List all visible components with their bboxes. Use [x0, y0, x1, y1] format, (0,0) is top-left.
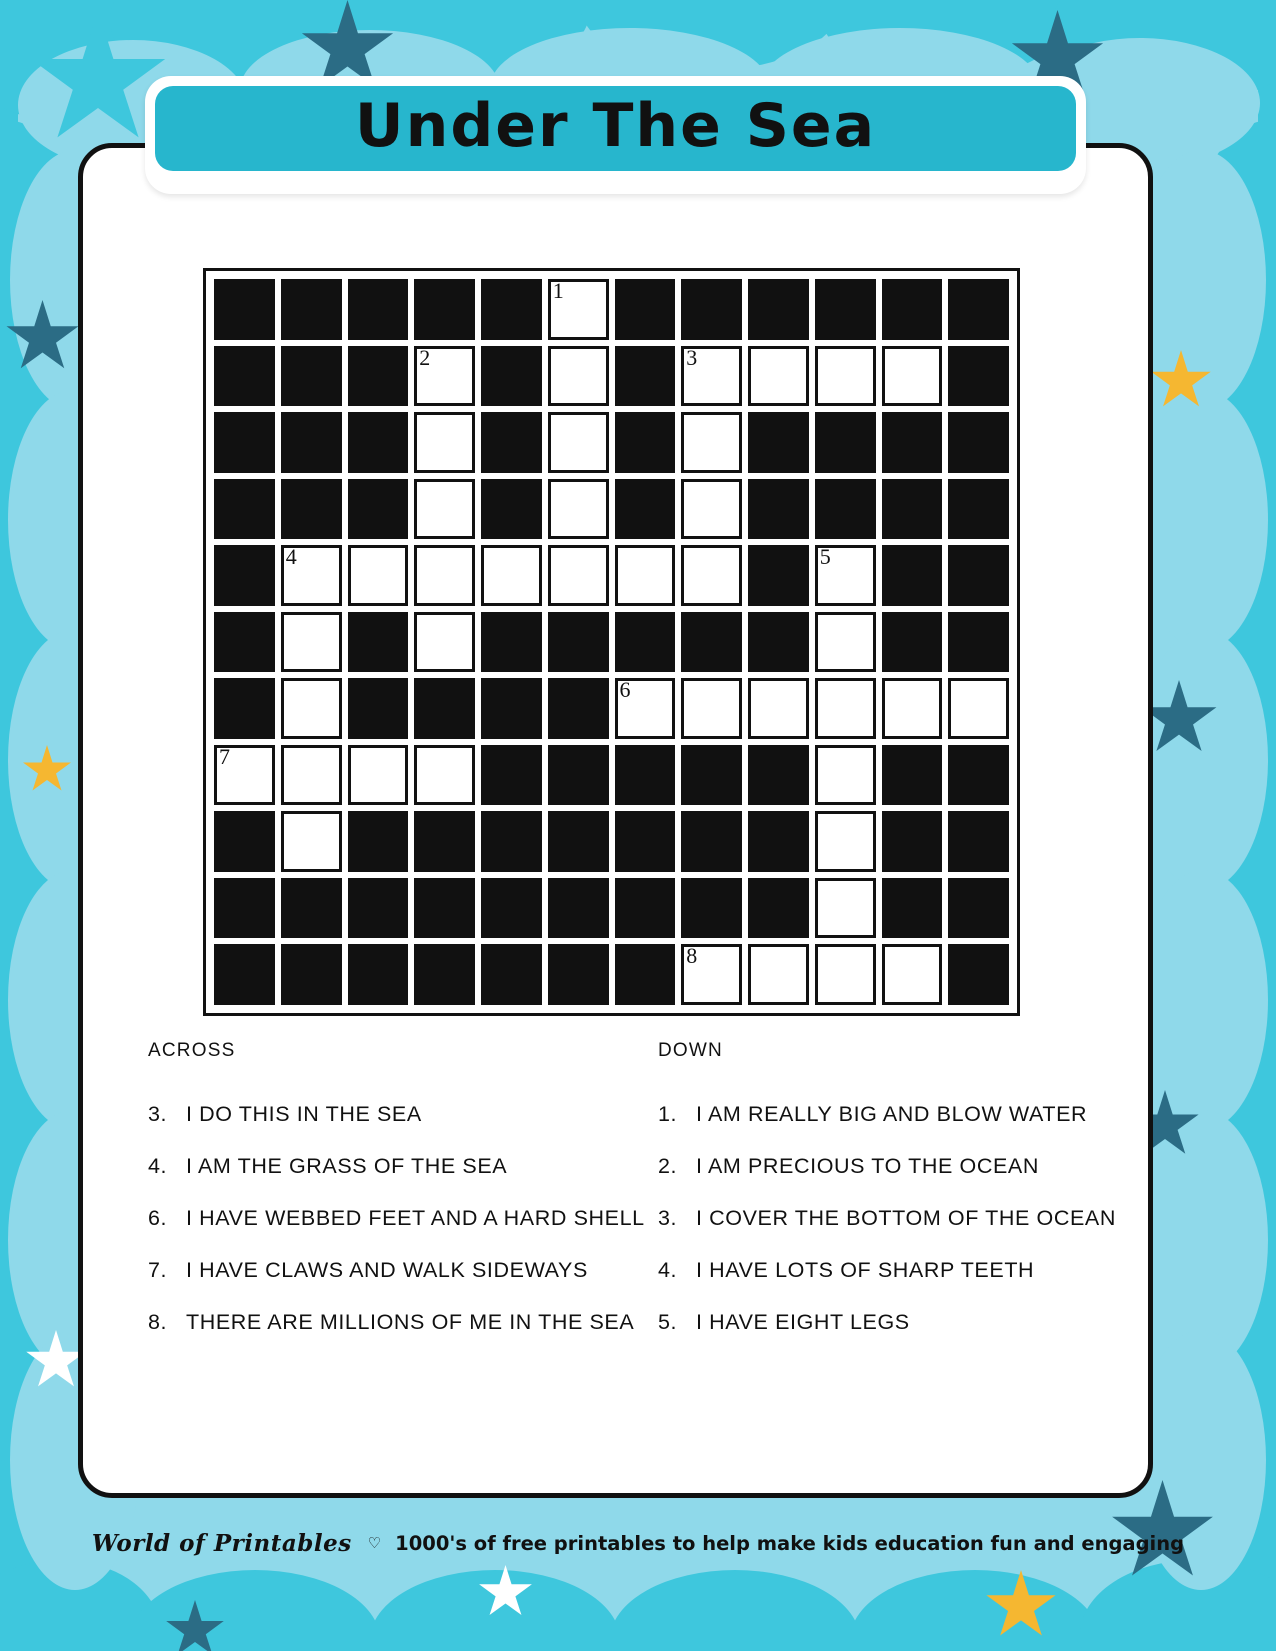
grid-cell[interactable]	[278, 542, 345, 609]
grid-cell-blocked	[745, 276, 812, 343]
clue-text: I AM THE GRASS OF THE SEA	[186, 1154, 508, 1178]
grid-cell-blocked	[945, 276, 1012, 343]
grid-cell[interactable]	[211, 742, 278, 809]
grid-cell-blocked	[211, 609, 278, 676]
grid-cell-blocked	[812, 476, 879, 543]
clue-number: 7.	[148, 1258, 168, 1282]
grid-cell[interactable]	[612, 542, 679, 609]
grid-cell-blocked	[678, 875, 745, 942]
grid-cell[interactable]	[879, 343, 946, 410]
grid-cell-blocked	[612, 343, 679, 410]
grid-cell-blocked	[745, 808, 812, 875]
grid-cell-blocked	[478, 409, 545, 476]
grid-cell-number: 3	[686, 344, 698, 370]
grid-cell-blocked	[879, 609, 946, 676]
grid-cell-number: 8	[686, 943, 698, 969]
grid-cell-blocked	[478, 476, 545, 543]
grid-cell-number: 7	[219, 743, 230, 769]
grid-cell-blocked	[745, 875, 812, 942]
grid-cell-blocked	[478, 941, 545, 1008]
grid-cell[interactable]	[278, 675, 345, 742]
grid-cell-blocked	[411, 941, 478, 1008]
crossword-grid-frame	[203, 268, 1020, 1016]
clue-text: I COVER THE BOTTOM OF THE OCEAN	[696, 1206, 1116, 1230]
grid-cell-number: 6	[619, 677, 631, 703]
across-clue-item	[148, 1310, 648, 1335]
grid-cell[interactable]	[745, 675, 812, 742]
grid-cell-blocked	[745, 609, 812, 676]
grid-cell-blocked	[345, 343, 412, 410]
scallop-decor-light	[1138, 630, 1268, 890]
grid-cell[interactable]	[411, 343, 478, 410]
grid-cell[interactable]	[411, 542, 478, 609]
grid-cell[interactable]	[545, 276, 612, 343]
page-title: Under The Sea	[354, 90, 877, 161]
grid-cell-blocked	[879, 276, 946, 343]
grid-cell-blocked	[545, 808, 612, 875]
down-clue-item	[658, 1102, 1118, 1127]
clue-text: I AM PRECIOUS TO THE OCEAN	[696, 1154, 1039, 1178]
grid-cell-blocked	[478, 875, 545, 942]
grid-cell-blocked	[612, 808, 679, 875]
down-clue-item	[658, 1310, 1118, 1335]
grid-cell-blocked	[745, 409, 812, 476]
grid-cell-blocked	[478, 808, 545, 875]
clue-text: THERE ARE MILLIONS OF ME IN THE SEA	[186, 1310, 635, 1334]
grid-cell-blocked	[345, 409, 412, 476]
grid-cell[interactable]	[345, 542, 412, 609]
grid-cell-blocked	[678, 276, 745, 343]
grid-cell-blocked	[411, 675, 478, 742]
grid-cell-blocked	[612, 941, 679, 1008]
clue-number: 2.	[658, 1154, 678, 1178]
grid-cell-blocked	[945, 808, 1012, 875]
across-clue-list	[148, 1102, 648, 1362]
grid-cell-blocked	[411, 808, 478, 875]
grid-cell[interactable]	[678, 343, 745, 410]
grid-cell-blocked	[678, 808, 745, 875]
grid-cell-blocked	[278, 343, 345, 410]
grid-cell-blocked	[812, 276, 879, 343]
grid-cell[interactable]	[812, 941, 879, 1008]
grid-cell-blocked	[745, 476, 812, 543]
grid-cell[interactable]	[545, 476, 612, 543]
grid-cell-blocked	[879, 476, 946, 543]
grid-cell[interactable]	[278, 808, 345, 875]
clue-number: 8.	[148, 1310, 168, 1334]
grid-cell[interactable]	[278, 742, 345, 809]
grid-cell-blocked	[612, 476, 679, 543]
grid-cell[interactable]	[545, 343, 612, 410]
grid-cell[interactable]	[745, 343, 812, 410]
scallop-decor-light	[1136, 150, 1266, 410]
grid-cell[interactable]	[678, 941, 745, 1008]
grid-cell-number: 4	[285, 544, 297, 570]
grid-cell[interactable]	[678, 476, 745, 543]
grid-cell-blocked	[745, 742, 812, 809]
grid-cell-blocked	[612, 742, 679, 809]
grid-cell-blocked	[211, 476, 278, 543]
down-heading: DOWN	[658, 1040, 723, 1061]
grid-cell-blocked	[945, 343, 1012, 410]
down-clue-item	[658, 1206, 1118, 1231]
grid-cell-number: 2	[419, 344, 431, 370]
grid-cell-blocked	[879, 409, 946, 476]
clue-number: 3.	[148, 1102, 168, 1126]
grid-cell-blocked	[478, 675, 545, 742]
down-clue-item	[658, 1258, 1118, 1283]
grid-cell[interactable]	[812, 343, 879, 410]
grid-cell-blocked	[945, 409, 1012, 476]
grid-cell-blocked	[211, 941, 278, 1008]
grid-cell[interactable]	[411, 476, 478, 543]
grid-cell-blocked	[345, 808, 412, 875]
clue-number: 1.	[658, 1102, 678, 1126]
clue-text: I HAVE LOTS OF SHARP TEETH	[696, 1258, 1035, 1282]
title-banner	[145, 76, 1086, 194]
grid-cell-blocked	[879, 742, 946, 809]
grid-cell-number: 5	[819, 544, 831, 570]
grid-cell-blocked	[478, 609, 545, 676]
clue-text: I DO THIS IN THE SEA	[186, 1102, 422, 1126]
grid-cell-blocked	[211, 276, 278, 343]
grid-cell-blocked	[945, 742, 1012, 809]
grid-cell-blocked	[345, 476, 412, 543]
across-clue-item	[148, 1154, 648, 1179]
grid-cell-blocked	[545, 742, 612, 809]
clue-text: I HAVE CLAWS AND WALK SIDEWAYS	[186, 1258, 588, 1282]
across-clue-item	[148, 1102, 648, 1127]
across-heading: ACROSS	[148, 1040, 236, 1061]
grid-cell-blocked	[612, 409, 679, 476]
scallop-decor-light	[1138, 390, 1268, 650]
grid-cell-blocked	[345, 875, 412, 942]
clue-text: I HAVE EIGHT LEGS	[696, 1310, 910, 1334]
grid-cell-blocked	[211, 542, 278, 609]
grid-cell[interactable]	[478, 542, 545, 609]
grid-cell[interactable]	[812, 542, 879, 609]
grid-cell[interactable]	[812, 875, 879, 942]
grid-cell[interactable]	[812, 742, 879, 809]
grid-cell[interactable]	[812, 609, 879, 676]
grid-cell-blocked	[612, 276, 679, 343]
grid-cell-blocked	[278, 875, 345, 942]
grid-cell-blocked	[545, 609, 612, 676]
grid-cell-blocked	[478, 742, 545, 809]
grid-cell[interactable]	[545, 409, 612, 476]
grid-cell[interactable]	[278, 609, 345, 676]
grid-cell-number: 1	[552, 278, 564, 303]
grid-cell-blocked	[211, 808, 278, 875]
clue-number: 4.	[148, 1154, 168, 1178]
grid-cell-blocked	[278, 409, 345, 476]
grid-cell-blocked	[211, 343, 278, 410]
grid-cell-blocked	[945, 941, 1012, 1008]
grid-cell-blocked	[478, 276, 545, 343]
clue-number: 4.	[658, 1258, 678, 1282]
grid-cell-blocked	[211, 875, 278, 942]
grid-cell[interactable]	[812, 808, 879, 875]
grid-cell-blocked	[411, 875, 478, 942]
clue-number: 6.	[148, 1206, 168, 1230]
grid-cell-blocked	[745, 542, 812, 609]
grid-cell-blocked	[879, 808, 946, 875]
grid-cell-blocked	[411, 276, 478, 343]
title-banner-inner	[155, 86, 1076, 171]
grid-cell-blocked	[278, 276, 345, 343]
grid-cell-blocked	[945, 609, 1012, 676]
grid-cell[interactable]	[812, 675, 879, 742]
grid-cell[interactable]	[411, 742, 478, 809]
down-clue-item	[658, 1154, 1118, 1179]
grid-cell-blocked	[612, 609, 679, 676]
clue-text: I HAVE WEBBED FEET AND A HARD SHELL	[186, 1206, 645, 1230]
grid-cell-blocked	[678, 609, 745, 676]
grid-cell-blocked	[345, 941, 412, 1008]
grid-cell-blocked	[945, 476, 1012, 543]
grid-cell-blocked	[545, 941, 612, 1008]
grid-cell-blocked	[545, 875, 612, 942]
grid-cell[interactable]	[678, 675, 745, 742]
footer-tagline: 1000's of free printables to help make kids education fun and engaging	[395, 1531, 1185, 1555]
clue-text: I AM REALLY BIG AND BLOW WATER	[696, 1102, 1088, 1126]
grid-cell[interactable]	[745, 941, 812, 1008]
grid-cell-blocked	[879, 542, 946, 609]
grid-cell-blocked	[879, 875, 946, 942]
brand-name: World of Printables	[91, 1529, 352, 1557]
grid-cell-blocked	[545, 675, 612, 742]
grid-cell-blocked	[345, 609, 412, 676]
grid-cell[interactable]	[879, 941, 946, 1008]
crossword-grid[interactable]	[211, 276, 1012, 1008]
footer	[0, 1508, 1276, 1578]
grid-cell-blocked	[478, 343, 545, 410]
grid-cell-blocked	[345, 276, 412, 343]
clue-number: 3.	[658, 1206, 678, 1230]
scallop-decor-light	[1138, 870, 1268, 1130]
grid-cell[interactable]	[879, 675, 946, 742]
across-clue-item	[148, 1206, 648, 1231]
grid-cell-blocked	[211, 675, 278, 742]
grid-cell-blocked	[211, 409, 278, 476]
down-clue-list	[658, 1102, 1118, 1362]
grid-cell-blocked	[278, 476, 345, 543]
grid-cell-blocked	[278, 941, 345, 1008]
grid-cell[interactable]	[612, 675, 679, 742]
grid-cell-blocked	[945, 542, 1012, 609]
grid-cell-blocked	[345, 675, 412, 742]
clue-number: 5.	[658, 1310, 678, 1334]
grid-cell[interactable]	[345, 742, 412, 809]
grid-cell[interactable]	[545, 542, 612, 609]
grid-cell[interactable]	[678, 542, 745, 609]
grid-cell-blocked	[612, 875, 679, 942]
grid-cell[interactable]	[411, 609, 478, 676]
grid-cell[interactable]	[945, 675, 1012, 742]
heart-icon: ♡	[367, 1535, 382, 1552]
grid-cell[interactable]	[411, 409, 478, 476]
grid-cell-blocked	[945, 875, 1012, 942]
grid-cell[interactable]	[678, 409, 745, 476]
across-clue-item	[148, 1258, 648, 1283]
grid-cell-blocked	[678, 742, 745, 809]
grid-cell-blocked	[812, 409, 879, 476]
